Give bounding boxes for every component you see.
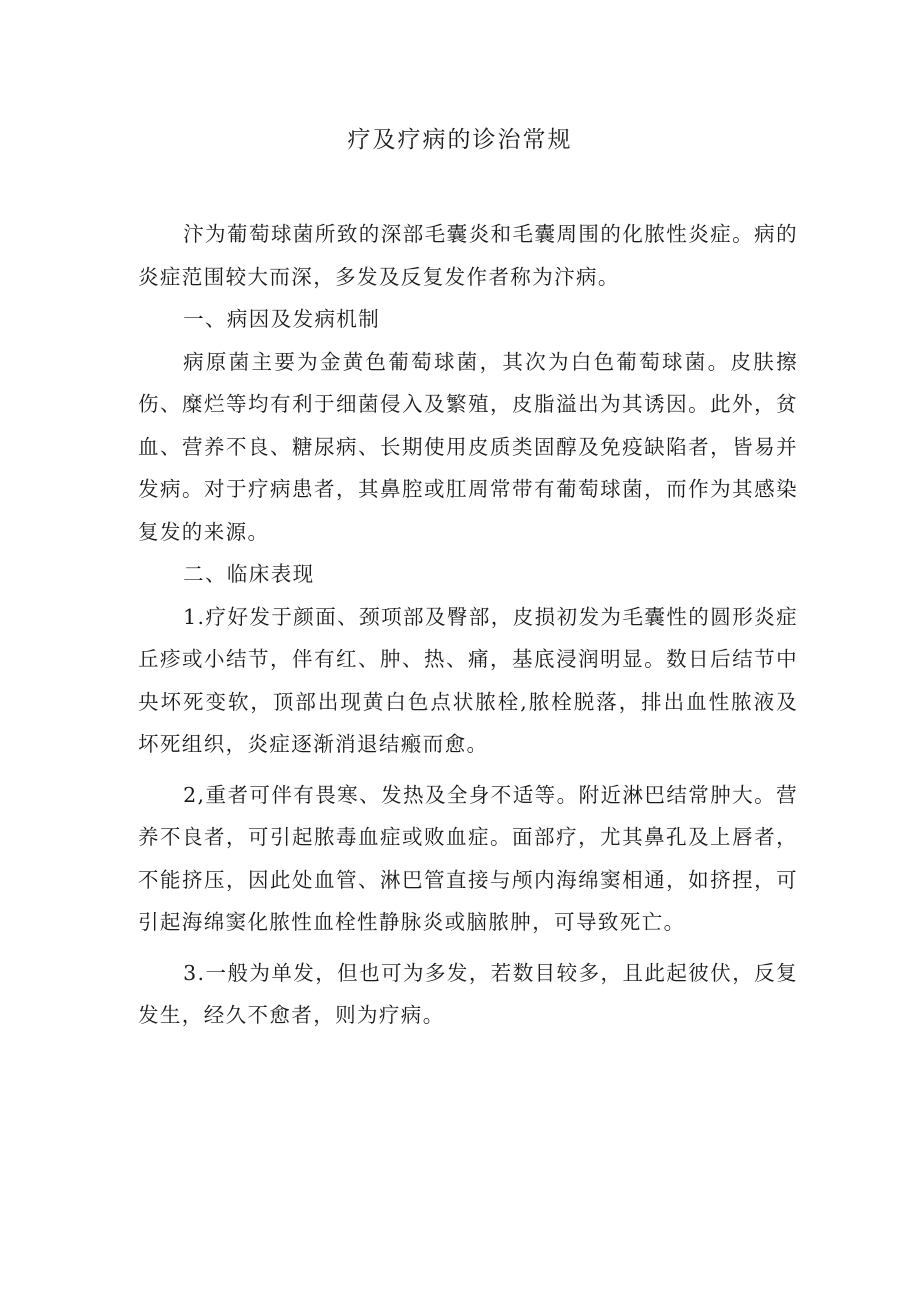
paragraph-etiology: 病原菌主要为金黄色葡萄球菌，其次为白色葡萄球菌。皮肤擦伤、糜烂等均有利于细菌侵入及繁殖，皮脂溢出为其诱因。此外，贫血、营养不良、糖尿病、长期使用皮质类固醇及免疫缺陷者，皆易并发病。对于疗病患者，其鼻腔或肛周常带有葡萄球菌，而作为其感染复发的来源。 xyxy=(138,349,798,544)
document-body xyxy=(138,213,798,1037)
paragraph-clinical-2: 2,重者可伴有畏寒、发热及全身不适等。附近淋巴结常肿大。营养不良者，可引起脓毒血症或败血症。面部疗，尤其鼻孔及上唇者，不能挤压，因此处血管、淋巴管直接与颅内海绵窦相通，如挤捏，可引起海绵窦化脓性血栓性静脉炎或脑脓肿，可导致死亡。 xyxy=(138,782,798,934)
document-title: 疗及疗病的诊治常规 xyxy=(347,127,573,153)
paragraph-clinical-3: 3.一般为单发，但也可为多发，若数目较多，且此起彼伏，反复发生，经久不愈者，则为疗病。 xyxy=(138,960,798,1027)
paragraph-clinical-1: 1.疗好发于颜面、颈项部及臀部，皮损初发为毛囊性的圆形炎症丘疹或小结节，伴有红、肿、热、痛，基底浸润明显。数日后结节中央坏死变软，顶部出现黄白色点状脓栓,脓栓脱落，排出血性脓液及坏死组织，炎症逐渐消退结瘢而愈。 xyxy=(138,604,798,756)
section-heading-etiology: 一、病因及发病机制 xyxy=(183,307,381,331)
paragraph-intro: 汴为葡萄球菌所致的深部毛囊炎和毛囊周围的化脓性炎症。病的炎症范围较大而深，多发及反复发作者称为汴病。 xyxy=(138,222,798,289)
section-heading-clinical: 二、临床表现 xyxy=(183,562,315,586)
